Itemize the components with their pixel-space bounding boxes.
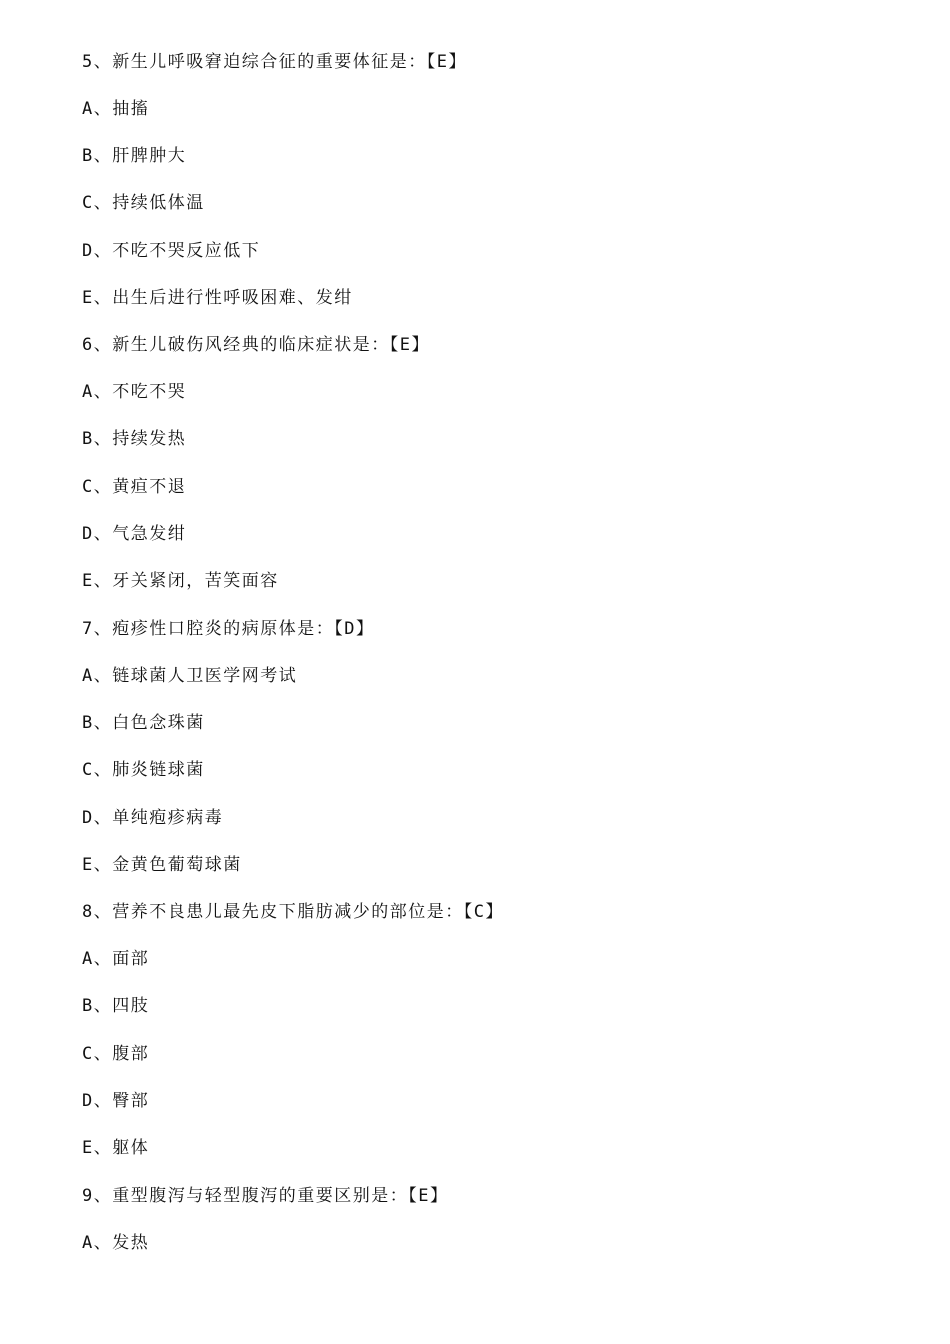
q8-option-c: C、腹部: [82, 1044, 150, 1064]
q6-option-a: A、不吃不哭: [82, 382, 187, 402]
q8-option-e: E、躯体: [82, 1138, 150, 1158]
q6-option-e: E、牙关紧闭，苦笑面容: [82, 571, 279, 591]
q8-option-a: A、面部: [82, 949, 150, 969]
question-5: 5、新生儿呼吸窘迫综合征的重要体征是：【E】: [82, 52, 467, 72]
question-8: 8、营养不良患儿最先皮下脂肪减少的部位是：【C】: [82, 902, 504, 922]
q5-option-e: E、出生后进行性呼吸困难、发绀: [82, 288, 353, 308]
question-7: 7、疱疹性口腔炎的病原体是：【D】: [82, 619, 375, 639]
question-6: 6、新生儿破伤风经典的临床症状是：【E】: [82, 335, 430, 355]
question-9: 9、重型腹泻与轻型腹泻的重要区别是：【E】: [82, 1186, 449, 1206]
q9-option-a: A、发热: [82, 1233, 150, 1253]
q7-option-b: B、白色念珠菌: [82, 713, 205, 733]
q5-option-a: A、抽搐: [82, 99, 150, 119]
q7-option-e: E、金黄色葡萄球菌: [82, 855, 242, 875]
q8-option-d: D、臀部: [82, 1091, 150, 1111]
q5-option-b: B、肝脾肿大: [82, 146, 187, 166]
q6-option-b: B、持续发热: [82, 429, 187, 449]
q6-option-c: C、黄疸不退: [82, 477, 187, 497]
q6-option-d: D、气急发绀: [82, 524, 187, 544]
q8-option-b: B、四肢: [82, 996, 150, 1016]
q7-option-c: C、肺炎链球菌: [82, 760, 205, 780]
q5-option-c: C、持续低体温: [82, 193, 205, 213]
q5-option-d: D、不吃不哭反应低下: [82, 241, 261, 261]
q7-option-d: D、单纯疱疹病毒: [82, 808, 224, 828]
q7-option-a: A、链球菌人卫医学网考试: [82, 666, 298, 686]
